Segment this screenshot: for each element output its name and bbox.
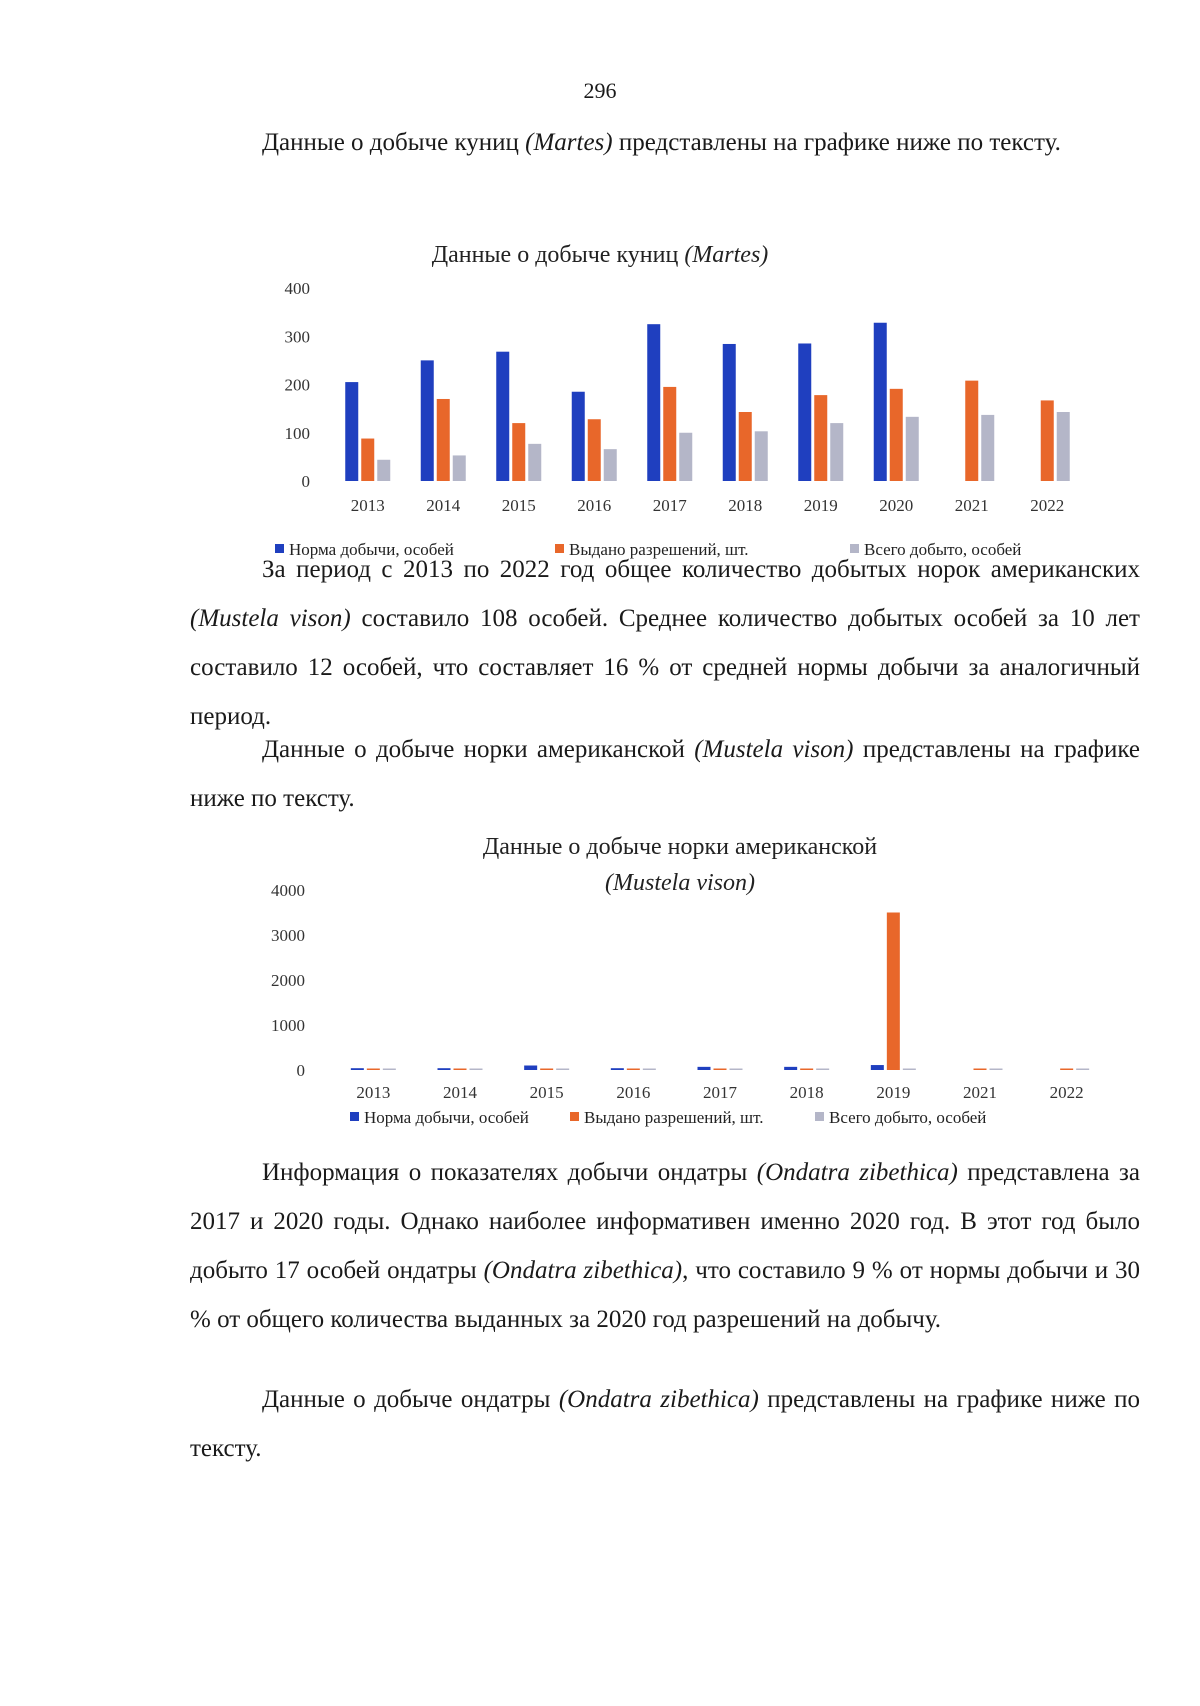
y-tick-label: 1000 (271, 1016, 305, 1035)
legend-label: Норма добычи, особей (289, 540, 454, 559)
bar (830, 423, 843, 481)
y-tick-label: 3000 (271, 926, 305, 945)
x-tick-label: 2013 (356, 1083, 391, 1102)
bar (981, 415, 994, 481)
chart-subtitle: (Mustela vison) (605, 870, 755, 896)
legend-label: Выдано разрешений, шт. (569, 540, 749, 559)
bar (798, 343, 811, 481)
bar (887, 913, 900, 1071)
legend-swatch (350, 1112, 359, 1121)
chart-martes (0, 228, 1200, 578)
x-tick-label: 2019 (876, 1083, 911, 1102)
y-tick-label: 400 (284, 279, 310, 298)
bar (874, 323, 887, 481)
bar (871, 1065, 884, 1070)
paragraph-muskrat-intro: Данные о добыче ондатры (Ondatra zibethica) представлены на графике ниже по тексту. (190, 1386, 1140, 1462)
x-tick-label: 2021 (963, 1083, 997, 1102)
bar (524, 1066, 537, 1071)
x-tick-label: 2014 (443, 1083, 477, 1102)
bar (556, 1069, 569, 1071)
bar (723, 344, 736, 481)
bar (906, 417, 919, 481)
bar (588, 419, 601, 481)
bar (679, 433, 692, 481)
bar (974, 1069, 987, 1071)
bar (965, 381, 978, 481)
bar (367, 1069, 380, 1071)
bar (800, 1069, 813, 1071)
bar (572, 392, 585, 481)
chart-title: Данные о добыче куниц (Martes) (431, 242, 769, 268)
bar (361, 439, 374, 481)
bar (730, 1069, 743, 1071)
paragraph-mink-intro: Данные о добыче норки американской (Mustela vison) представлены на графике ниже по тексту. (190, 736, 1140, 812)
bar (739, 412, 752, 481)
legend-label: Норма добычи, особей (364, 1108, 529, 1127)
x-tick-label: 2021 (954, 496, 989, 515)
bar (470, 1069, 483, 1071)
x-tick-label: 2018 (728, 496, 763, 515)
page-number: 296 (583, 78, 617, 103)
bar (663, 387, 676, 481)
legend-label: Всего добыто, особей (829, 1108, 987, 1127)
bar (540, 1069, 553, 1071)
y-tick-label: 0 (301, 472, 310, 491)
y-tick-label: 100 (284, 423, 310, 443)
x-tick-label: 2013 (350, 496, 385, 515)
x-tick-label: 2017 (703, 1083, 737, 1102)
bar (814, 395, 827, 481)
x-tick-label: 2015 (529, 1083, 564, 1102)
legend-swatch (815, 1112, 824, 1121)
bar (1041, 400, 1054, 481)
legend-label: Выдано разрешений, шт. (584, 1108, 764, 1127)
bar (990, 1069, 1003, 1071)
x-tick-label: 2022 (1049, 1083, 1084, 1102)
bar (890, 389, 903, 481)
bar (383, 1069, 396, 1071)
bar (496, 352, 509, 481)
legend-swatch (570, 1112, 579, 1121)
x-tick-label: 2017 (652, 496, 687, 515)
bar (437, 399, 450, 481)
bar (453, 455, 466, 481)
bar (351, 1068, 364, 1070)
bar (512, 423, 525, 481)
x-tick-label: 2015 (501, 496, 536, 515)
bar (438, 1068, 451, 1070)
x-tick-label: 2020 (879, 496, 914, 515)
chart-mink-svg (0, 820, 1200, 1130)
x-tick-label: 2018 (789, 1083, 824, 1102)
bar (647, 324, 660, 481)
x-tick-label: 2016 (577, 496, 612, 515)
bar (643, 1069, 656, 1071)
paragraph-martes-intro: Данные о добыче куниц (Martes) представлены на графике ниже по тексту. (262, 129, 1061, 156)
bar (345, 382, 358, 481)
x-tick-label: 2016 (616, 1083, 651, 1102)
bar (454, 1069, 467, 1071)
chart-mink (0, 820, 1200, 1130)
x-tick-label: 2014 (426, 496, 461, 515)
bar (604, 449, 617, 481)
bar (627, 1069, 640, 1071)
y-tick-label: 0 (296, 1061, 305, 1080)
legend-label: Всего добыто, особей (864, 540, 1022, 559)
bar (784, 1067, 797, 1070)
y-tick-label: 4000 (271, 881, 305, 900)
bar (1076, 1069, 1089, 1071)
bar (528, 444, 541, 481)
bar (421, 360, 434, 481)
x-tick-label: 2019 (803, 496, 838, 515)
bar (611, 1068, 624, 1070)
bar (377, 460, 390, 481)
paragraph-muskrat-info: Информация о показателях добычи ондатры (Ondatra zibethica) представлена за 2017 и 2020 годы. Однако наиболее информативен именно 2020 год. В этот год было добыто 17 особей ондатры (Ondatra zibethica), что составило 9 % от нормы добычи и 30 % от общего количества выданных за 2020 год разрешений на добычу. (190, 1159, 1141, 1333)
bar (1060, 1069, 1073, 1071)
bar (1057, 412, 1070, 481)
bar (816, 1069, 829, 1071)
bar (698, 1067, 711, 1070)
chart-title: Данные о добыче норки американской (482, 834, 878, 860)
paragraph-mink-summary: За период с 2013 по 2022 год общее количество добытых норок американских (Mustela vison) составило 108 особей. Среднее количество добытых особей за 10 лет составило 12 особей, что составляет 16 % от средней нормы добычи за аналогичный период. (190, 556, 1140, 730)
y-tick-label: 300 (284, 327, 310, 347)
bar (714, 1069, 727, 1071)
y-tick-label: 2000 (271, 971, 305, 990)
bar (903, 1069, 916, 1071)
chart-martes-svg (0, 228, 1200, 578)
bar (755, 431, 768, 481)
y-tick-label: 200 (284, 375, 310, 395)
x-tick-label: 2022 (1030, 496, 1065, 515)
